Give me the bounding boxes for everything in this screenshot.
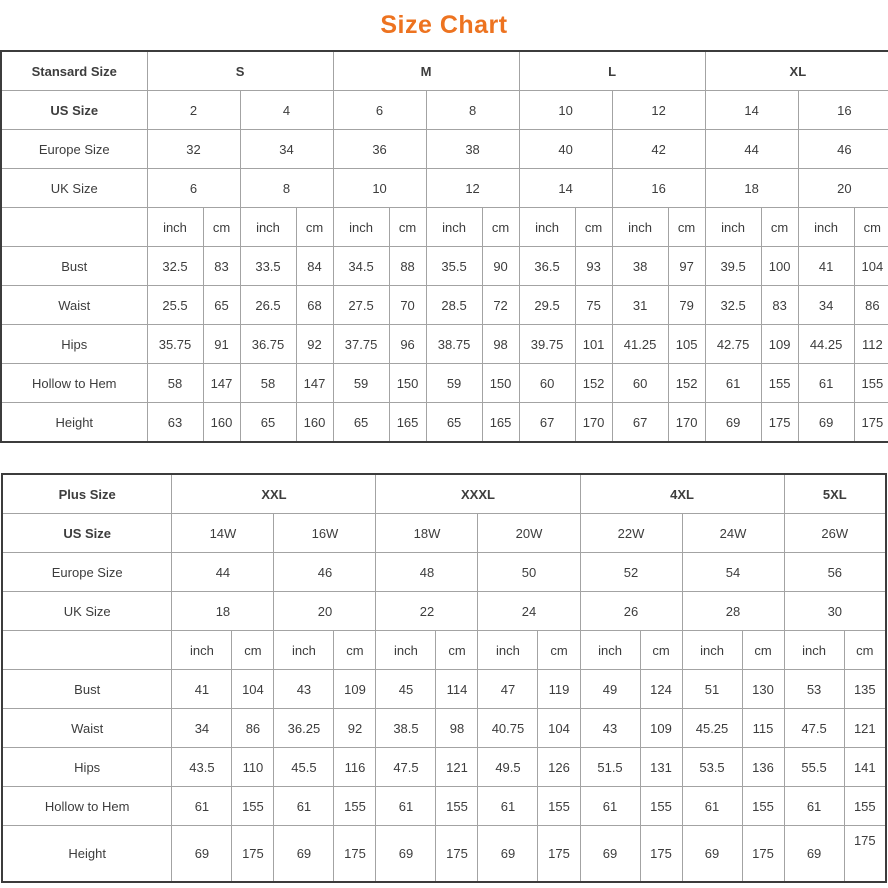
table-row [2, 787, 886, 826]
table-row [2, 514, 886, 553]
cell: 165 [482, 403, 519, 443]
cell: cm [575, 208, 612, 247]
cell: 37.75 [333, 325, 389, 364]
cell: 61 [274, 787, 334, 826]
cell: 91 [203, 325, 240, 364]
cell: cm [538, 631, 580, 670]
cell: 130 [742, 670, 784, 709]
cell: 175 [640, 826, 682, 882]
cell: 67 [519, 403, 575, 443]
cell: 170 [668, 403, 705, 443]
cell: 38.75 [426, 325, 482, 364]
cell: 109 [334, 670, 376, 709]
cell: 47 [478, 670, 538, 709]
cell: 41 [798, 247, 854, 286]
cell: 152 [668, 364, 705, 403]
cell: 65 [203, 286, 240, 325]
cell: inch [172, 631, 232, 670]
cell: 33.5 [240, 247, 296, 286]
cell: 31 [612, 286, 668, 325]
cell: 112 [854, 325, 888, 364]
cell: 43.5 [172, 748, 232, 787]
cell: inch [519, 208, 575, 247]
cell: XL [705, 51, 888, 91]
cell: 38 [612, 247, 668, 286]
cell: 27.5 [333, 286, 389, 325]
cell: 100 [761, 247, 798, 286]
cell: 115 [742, 709, 784, 748]
cell: inch [580, 631, 640, 670]
cell: cm [203, 208, 240, 247]
cell: 41 [172, 670, 232, 709]
cell: 24 [478, 592, 580, 631]
cell: 61 [798, 364, 854, 403]
cell: 58 [147, 364, 203, 403]
cell: 42 [612, 130, 705, 169]
cell: 32.5 [705, 286, 761, 325]
cell: 32 [147, 130, 240, 169]
plus-size-table [1, 473, 887, 883]
cell: 170 [575, 403, 612, 443]
row-label: Stansard Size [1, 51, 147, 91]
cell: 26W [784, 514, 886, 553]
cell: 46 [798, 130, 888, 169]
cell: 75 [575, 286, 612, 325]
cell: 124 [640, 670, 682, 709]
cell: 40 [519, 130, 612, 169]
table-row [2, 670, 886, 709]
row-label: Height [2, 826, 172, 882]
cell: cm [668, 208, 705, 247]
page-title: Size Chart [380, 11, 508, 39]
cell: 86 [854, 286, 888, 325]
cell: 47.5 [784, 709, 844, 748]
cell: 69 [784, 826, 844, 882]
cell: 2 [147, 91, 240, 130]
cell: 155 [844, 787, 886, 826]
cell: 35.75 [147, 325, 203, 364]
cell: inch [784, 631, 844, 670]
cell: 60 [612, 364, 668, 403]
cell: 59 [333, 364, 389, 403]
cell: 69 [682, 826, 742, 882]
cell: cm [844, 631, 886, 670]
cell: 44.25 [798, 325, 854, 364]
cell: 5XL [784, 474, 886, 514]
cell: 69 [172, 826, 232, 882]
cell: 152 [575, 364, 612, 403]
cell: cm [640, 631, 682, 670]
cell: 42.75 [705, 325, 761, 364]
cell: 92 [296, 325, 333, 364]
cell: 175 [538, 826, 580, 882]
cell: 61 [580, 787, 640, 826]
cell: 36.25 [274, 709, 334, 748]
row-label: Hips [2, 748, 172, 787]
cell: cm [436, 631, 478, 670]
row-label: Waist [2, 709, 172, 748]
cell: 20 [798, 169, 888, 208]
cell: 72 [482, 286, 519, 325]
cell: 98 [436, 709, 478, 748]
table-row [2, 592, 886, 631]
cell: inch [274, 631, 334, 670]
cell: 10 [333, 169, 426, 208]
cell: 65 [426, 403, 482, 443]
cell: 49 [580, 670, 640, 709]
cell: 4XL [580, 474, 784, 514]
cell: cm [742, 631, 784, 670]
cell: cm [389, 208, 426, 247]
cell: 34 [240, 130, 333, 169]
cell: M [333, 51, 519, 91]
cell: 126 [538, 748, 580, 787]
row-label: Plus Size [2, 474, 172, 514]
cell: inch [333, 208, 389, 247]
cell: 83 [203, 247, 240, 286]
cell: 61 [376, 787, 436, 826]
table-row [2, 474, 886, 514]
cell: L [519, 51, 705, 91]
cell: 10 [519, 91, 612, 130]
cell: 160 [296, 403, 333, 443]
cell: 30 [784, 592, 886, 631]
cell: 35.5 [426, 247, 482, 286]
cell: 52 [580, 553, 682, 592]
row-label [1, 208, 147, 247]
row-label: UK Size [2, 592, 172, 631]
cell: 97 [668, 247, 705, 286]
cell: 104 [854, 247, 888, 286]
cell: 29.5 [519, 286, 575, 325]
cell: 79 [668, 286, 705, 325]
cell: 155 [334, 787, 376, 826]
cell: 61 [682, 787, 742, 826]
cell: 48 [376, 553, 478, 592]
table-row [1, 286, 888, 325]
row-label: Bust [1, 247, 147, 286]
cell: inch [426, 208, 482, 247]
table-row [1, 91, 888, 130]
cell: inch [376, 631, 436, 670]
cell: 155 [436, 787, 478, 826]
cell: 155 [232, 787, 274, 826]
cell: 96 [389, 325, 426, 364]
cell: 175 [844, 826, 886, 882]
cell: 175 [436, 826, 478, 882]
cell: XXXL [376, 474, 580, 514]
cell: 88 [389, 247, 426, 286]
table-row [1, 51, 888, 91]
cell: 43 [580, 709, 640, 748]
cell: 63 [147, 403, 203, 443]
cell: 46 [274, 553, 376, 592]
cell: 155 [742, 787, 784, 826]
cell: 49.5 [478, 748, 538, 787]
cell: 25.5 [147, 286, 203, 325]
cell: 101 [575, 325, 612, 364]
cell: 175 [232, 826, 274, 882]
cell: 61 [705, 364, 761, 403]
row-label: US Size [2, 514, 172, 553]
cell: 6 [147, 169, 240, 208]
cell: cm [854, 208, 888, 247]
cell: cm [482, 208, 519, 247]
cell: 12 [612, 91, 705, 130]
row-label: Hollow to Hem [2, 787, 172, 826]
standard-size-table [0, 50, 888, 443]
row-label: Waist [1, 286, 147, 325]
table-row [1, 325, 888, 364]
table-row [2, 826, 886, 882]
cell: 61 [172, 787, 232, 826]
cell: 22 [376, 592, 478, 631]
cell: 70 [389, 286, 426, 325]
cell: cm [232, 631, 274, 670]
cell: 6 [333, 91, 426, 130]
cell: 24W [682, 514, 784, 553]
cell: 150 [482, 364, 519, 403]
cell: 34 [172, 709, 232, 748]
cell: 86 [232, 709, 274, 748]
cell: inch [147, 208, 203, 247]
cell: 51.5 [580, 748, 640, 787]
cell: 43 [274, 670, 334, 709]
row-label: Europe Size [1, 130, 147, 169]
table-row [2, 748, 886, 787]
cell: inch [705, 208, 761, 247]
cell: 104 [538, 709, 580, 748]
cell: 67 [612, 403, 668, 443]
cell: 16W [274, 514, 376, 553]
cell: inch [240, 208, 296, 247]
cell: 93 [575, 247, 612, 286]
cell: S [147, 51, 333, 91]
cell: 56 [784, 553, 886, 592]
cell: 116 [334, 748, 376, 787]
cell: 175 [854, 403, 888, 443]
cell: 69 [705, 403, 761, 443]
cell: 60 [519, 364, 575, 403]
cell: 59 [426, 364, 482, 403]
cell: 22W [580, 514, 682, 553]
cell: 50 [478, 553, 580, 592]
cell: 14 [705, 91, 798, 130]
cell: inch [612, 208, 668, 247]
row-label: Hips [1, 325, 147, 364]
cell: 119 [538, 670, 580, 709]
cell: 160 [203, 403, 240, 443]
cell: 61 [784, 787, 844, 826]
cell: 54 [682, 553, 784, 592]
cell: 61 [478, 787, 538, 826]
cell: 58 [240, 364, 296, 403]
cell: 150 [389, 364, 426, 403]
cell: 69 [274, 826, 334, 882]
cell: 18 [172, 592, 274, 631]
cell: 36.5 [519, 247, 575, 286]
cell: 14 [519, 169, 612, 208]
cell: 109 [640, 709, 682, 748]
cell: 40.75 [478, 709, 538, 748]
cell: 41.25 [612, 325, 668, 364]
table-row [2, 709, 886, 748]
table-row [1, 403, 888, 443]
cell: 4 [240, 91, 333, 130]
cell: 65 [240, 403, 296, 443]
row-label: Hollow to Hem [1, 364, 147, 403]
cell: 44 [172, 553, 274, 592]
cell: 131 [640, 748, 682, 787]
cell: 39.5 [705, 247, 761, 286]
table-row [1, 247, 888, 286]
cell: 121 [844, 709, 886, 748]
cell: 20 [274, 592, 376, 631]
cell: 45.5 [274, 748, 334, 787]
cell: 69 [376, 826, 436, 882]
cell: 65 [333, 403, 389, 443]
cell: 38.5 [376, 709, 436, 748]
cell: inch [798, 208, 854, 247]
cell: 92 [334, 709, 376, 748]
cell: 18 [705, 169, 798, 208]
cell: 28 [682, 592, 784, 631]
cell: 135 [844, 670, 886, 709]
cell: 104 [232, 670, 274, 709]
cell: cm [296, 208, 333, 247]
row-label: US Size [1, 91, 147, 130]
cell: 47.5 [376, 748, 436, 787]
cell: 90 [482, 247, 519, 286]
cell: 141 [844, 748, 886, 787]
cell: 51 [682, 670, 742, 709]
cell: 28.5 [426, 286, 482, 325]
cell: 155 [640, 787, 682, 826]
cell: cm [334, 631, 376, 670]
cell: 114 [436, 670, 478, 709]
cell: 98 [482, 325, 519, 364]
cell: 36.75 [240, 325, 296, 364]
table-row [2, 553, 886, 592]
row-label: Europe Size [2, 553, 172, 592]
row-label: UK Size [1, 169, 147, 208]
cell: 69 [478, 826, 538, 882]
cell: 84 [296, 247, 333, 286]
cell: 69 [798, 403, 854, 443]
cell: 12 [426, 169, 519, 208]
cell: 53 [784, 670, 844, 709]
cell: 155 [854, 364, 888, 403]
cell: 55.5 [784, 748, 844, 787]
cell: 69 [580, 826, 640, 882]
cell: 16 [612, 169, 705, 208]
cell: 8 [426, 91, 519, 130]
cell: 109 [761, 325, 798, 364]
cell: 45.25 [682, 709, 742, 748]
table-row [1, 169, 888, 208]
cell: 39.75 [519, 325, 575, 364]
row-label [2, 631, 172, 670]
cell: 136 [742, 748, 784, 787]
cell: 36 [333, 130, 426, 169]
cell: 45 [376, 670, 436, 709]
cell: 175 [761, 403, 798, 443]
cell: 147 [203, 364, 240, 403]
cell: 165 [389, 403, 426, 443]
cell: inch [682, 631, 742, 670]
cell: 26 [580, 592, 682, 631]
cell: 68 [296, 286, 333, 325]
cell: 34.5 [333, 247, 389, 286]
cell: 8 [240, 169, 333, 208]
table-row [1, 130, 888, 169]
cell: 44 [705, 130, 798, 169]
cell: 26.5 [240, 286, 296, 325]
cell: 18W [376, 514, 478, 553]
cell: 155 [538, 787, 580, 826]
cell: 83 [761, 286, 798, 325]
cell: 32.5 [147, 247, 203, 286]
cell: 16 [798, 91, 888, 130]
cell: 175 [742, 826, 784, 882]
row-label: Height [1, 403, 147, 443]
table-row [1, 208, 888, 247]
cell: 53.5 [682, 748, 742, 787]
cell: 14W [172, 514, 274, 553]
cell: 155 [761, 364, 798, 403]
cell: cm [761, 208, 798, 247]
cell: 175 [334, 826, 376, 882]
cell: XXL [172, 474, 376, 514]
cell: 105 [668, 325, 705, 364]
table-row [2, 631, 886, 670]
cell: 20W [478, 514, 580, 553]
row-label: Bust [2, 670, 172, 709]
cell: 38 [426, 130, 519, 169]
cell: 121 [436, 748, 478, 787]
cell: 147 [296, 364, 333, 403]
cell: 110 [232, 748, 274, 787]
table-row [1, 364, 888, 403]
cell: inch [478, 631, 538, 670]
cell: 34 [798, 286, 854, 325]
table-gap [0, 443, 888, 473]
